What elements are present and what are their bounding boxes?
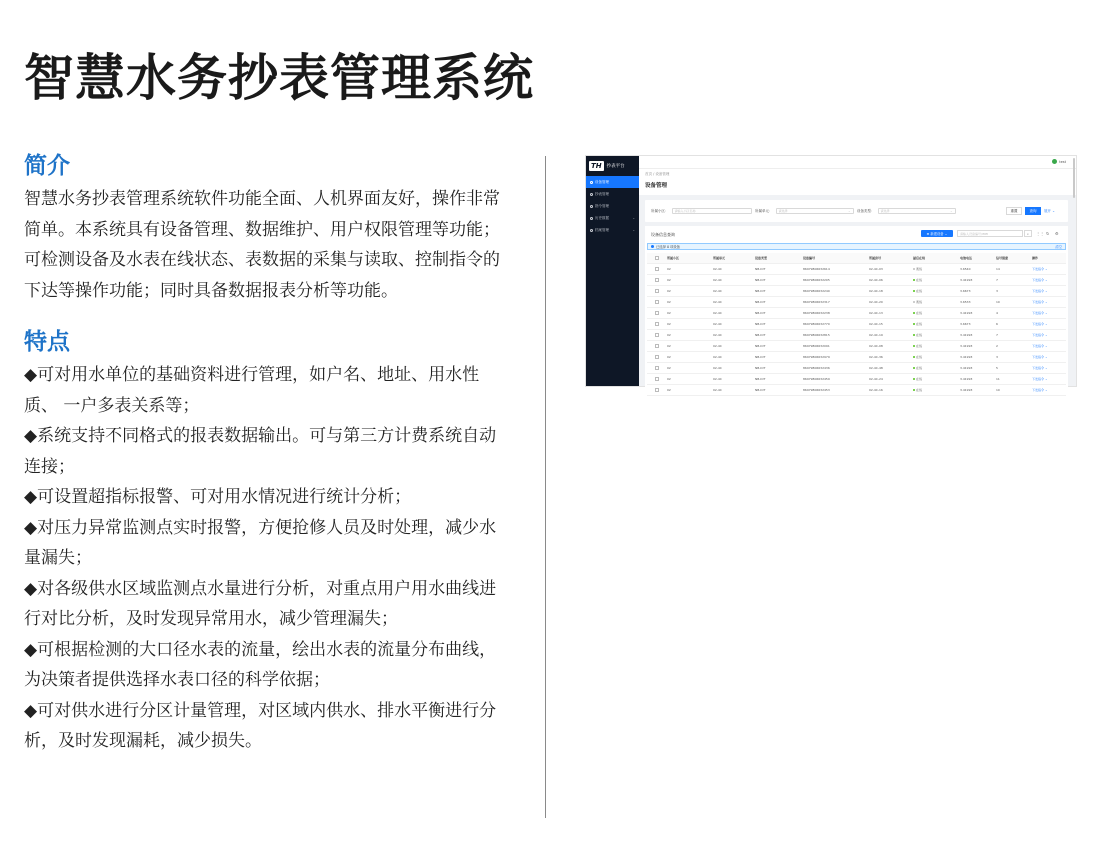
table-cell: NB-IOT <box>755 322 766 326</box>
table-cell: 3.41993 <box>960 278 973 282</box>
intro-heading: 简介 <box>24 153 70 179</box>
filter-community <box>651 208 752 214</box>
selection-text: 已选择 0 项设备 <box>656 245 680 249</box>
status-badge <box>913 300 922 304</box>
table-cell: 6 <box>996 322 998 326</box>
table-cell: 3.6533 <box>960 300 971 304</box>
table-cell: 86979806632614 <box>803 267 830 271</box>
logo-text: 抄表平台 <box>606 164 625 169</box>
feature-item: ◆可根据检测的大口径水表的流量，绘出水表的流量分布曲线，为决策者提供选择水表口径的科学依据； <box>24 639 497 690</box>
table-cell: 10 <box>996 388 1000 392</box>
row-checkbox[interactable] <box>655 289 659 293</box>
column-header[interactable]: 操作 <box>1032 256 1039 260</box>
expand-link[interactable]: 展开 ⌄ <box>1044 209 1056 213</box>
app-sidebar <box>586 156 639 386</box>
table-cell: 02 <box>667 333 671 337</box>
row-checkbox[interactable] <box>655 344 659 348</box>
status-badge <box>913 311 922 315</box>
table-cell: 02-4C <box>713 377 722 381</box>
table-cell: 3.6673 <box>960 289 971 293</box>
table-cell: 02-4C <box>713 289 722 293</box>
sidebar-item[interactable] <box>586 224 639 236</box>
send-command-link[interactable]: 下发指令 ⌄ <box>1032 289 1048 293</box>
table-cell: 5 <box>996 366 998 370</box>
table-cell: NB-IOT <box>755 355 766 359</box>
clear-selection-link[interactable]: 清空 <box>1055 245 1062 249</box>
column-header[interactable]: 所属小区 <box>667 256 680 260</box>
table-cell: 86979806632238 <box>803 311 830 315</box>
table-cell: 3.41993 <box>960 388 973 392</box>
menu-icon <box>590 217 593 220</box>
table-cell: 86979806632770 <box>803 322 830 326</box>
table-row[interactable] <box>647 275 1066 286</box>
table-toolbar <box>645 226 1068 242</box>
column-header[interactable]: 设备编号 <box>803 256 816 260</box>
sidebar-item[interactable] <box>586 200 639 212</box>
send-command-link[interactable]: 下发指令 ⌄ <box>1032 377 1048 381</box>
column-divider <box>545 156 546 818</box>
features-heading: 特点 <box>24 329 70 355</box>
row-checkbox[interactable] <box>655 355 659 359</box>
table-cell: 86979806632979 <box>803 355 830 359</box>
table-row[interactable] <box>647 352 1066 363</box>
status-badge <box>913 267 922 271</box>
row-checkbox[interactable] <box>655 300 659 304</box>
filter-device-type <box>857 208 956 214</box>
table-cell: 02 <box>667 278 671 282</box>
row-checkbox[interactable] <box>655 311 659 315</box>
filter-label: 所属单元： <box>755 208 773 213</box>
status-dot-icon <box>913 323 915 325</box>
table-row[interactable] <box>647 308 1066 319</box>
sidebar-item-label: 设备管理 <box>595 179 609 184</box>
table-cell: 02-4C <box>713 311 722 315</box>
row-checkbox[interactable] <box>655 366 659 370</box>
status-text: 在线 <box>916 388 923 392</box>
status-text: 在线 <box>916 289 923 293</box>
status-text: 在线 <box>916 344 923 348</box>
app-screenshot <box>585 155 1077 392</box>
feature-item: ◆系统支持不同格式的报表数据输出。可与第三方计费系统自动连接； <box>24 426 497 477</box>
chevron-down-icon: ⌄ <box>847 209 851 213</box>
table-cell: 86979806632205 <box>803 278 830 282</box>
table-cell: NB-IOT <box>755 366 766 370</box>
table-cell: 02-4C <box>713 355 722 359</box>
table-cell: 02-4C <box>713 278 722 282</box>
community-input[interactable]: 请输入小区名称 <box>672 208 752 214</box>
table-cell: NB-IOT <box>755 289 766 293</box>
intro-paragraph: 智慧水务抄表管理系统软件功能全面、人机界面友好，操作非常简单。本系统具有设备管理、数据维护、用户权限管理等功能；可检测设备及水表在线状态、表数据的采集与读取、控制指令的下达等操作功能；同时具备数据报表分析等功能。 <box>24 189 500 301</box>
column-header[interactable]: 设备类型 <box>755 256 768 260</box>
table-cell: NB-IOT <box>755 311 766 315</box>
table-cell: 3.6540 <box>960 267 971 271</box>
row-checkbox[interactable] <box>655 333 659 337</box>
status-dot-icon <box>913 389 915 391</box>
chevron-down-icon: ⌄ <box>632 216 635 220</box>
sidebar-item-label: 档案管理 <box>595 227 609 232</box>
filter-unit <box>755 208 854 214</box>
select-all-checkbox[interactable] <box>655 256 659 260</box>
table-row[interactable] <box>647 385 1066 396</box>
table-cell: 02 <box>667 267 671 271</box>
status-dot-icon <box>913 301 915 303</box>
table-cell: 3.6673 <box>960 322 971 326</box>
table-cell: 02 <box>667 366 671 370</box>
table-cell: 02-4C-13 <box>869 311 883 315</box>
logo-badge: TH <box>591 162 602 170</box>
reset-button[interactable]: 重置 <box>1006 207 1022 215</box>
status-text: 离线 <box>916 300 923 304</box>
feature-item: ◆可对供水进行分区计量管理，对区域内供水、排水平衡进行分析，及时发现漏耗，减少损失。 <box>24 700 497 751</box>
sidebar-item[interactable] <box>586 212 639 224</box>
send-command-link[interactable]: 下发指令 ⌄ <box>1032 300 1048 304</box>
table-row[interactable] <box>647 286 1066 297</box>
status-text: 在线 <box>916 355 923 359</box>
refresh-icon[interactable]: ↻ <box>1046 231 1050 236</box>
sidebar-item[interactable] <box>586 176 639 188</box>
send-command-link[interactable]: 下发指令 ⌄ <box>1032 267 1048 271</box>
column-header[interactable]: 所属房号 <box>869 256 882 260</box>
table-row[interactable] <box>647 319 1066 330</box>
table-cell: 02-4C <box>713 366 722 370</box>
table-cell: 86979806632240 <box>803 289 830 293</box>
menu-icon <box>590 229 593 232</box>
sidebar-item-label: 历史数据 <box>595 215 609 220</box>
sidebar-item-label: 抄表管理 <box>595 191 609 196</box>
scrollbar[interactable] <box>1073 158 1075 198</box>
add-device-button[interactable]: ⊕ 新建设备 ⌄ <box>921 230 953 237</box>
selection-alert <box>647 243 1066 250</box>
status-text: 在线 <box>916 377 923 381</box>
table-cell: 02-4C-18 <box>869 289 883 293</box>
user-menu[interactable] <box>1052 159 1066 164</box>
table-row[interactable] <box>647 297 1066 308</box>
table-row[interactable] <box>647 330 1066 341</box>
table-cell: 3.41993 <box>960 377 973 381</box>
table-card <box>645 226 1068 396</box>
table-cell: 86979806632453 <box>803 388 830 392</box>
table-cell: 7 <box>996 278 998 282</box>
device-table <box>647 253 1066 396</box>
table-cell: 86979806632436 <box>803 366 830 370</box>
status-dot-icon <box>913 356 915 358</box>
table-cell: 02-4C-48 <box>869 366 883 370</box>
table-cell: NB-IOT <box>755 333 766 337</box>
table-cell: NB-IOT <box>755 267 766 271</box>
app-page-title: 设备管理 <box>645 183 668 189</box>
table-cell: NB-IOT <box>755 300 766 304</box>
table-cell: 02-4C-36 <box>869 355 883 359</box>
menu-icon <box>590 193 593 196</box>
table-cell: NB-IOT <box>755 388 766 392</box>
table-cell: 02-4C-03 <box>869 267 883 271</box>
sidebar-item[interactable] <box>586 188 639 200</box>
status-badge <box>913 344 922 348</box>
table-cell: 11 <box>996 377 1000 381</box>
text-column <box>24 150 514 757</box>
table-row[interactable] <box>647 264 1066 275</box>
table-cell: 02 <box>667 355 671 359</box>
breadcrumb: 首页 / 设备管理 <box>645 172 670 176</box>
table-cell: 02 <box>667 377 671 381</box>
table-cell: 02 <box>667 388 671 392</box>
feature-item: ◆可对用水单位的基础资料进行管理，如户名、地址、用水性质、 一户多表关系等； <box>24 365 480 416</box>
status-dot-icon <box>913 378 915 380</box>
row-checkbox[interactable] <box>655 377 659 381</box>
table-cell: 02 <box>667 300 671 304</box>
send-command-link[interactable]: 下发指令 ⌄ <box>1032 322 1048 326</box>
chevron-down-icon: ⌄ <box>632 228 635 232</box>
row-checkbox[interactable] <box>655 267 659 271</box>
table-cell: NB-IOT <box>755 278 766 282</box>
avatar <box>1052 159 1057 164</box>
sidebar-menu <box>586 176 639 236</box>
status-badge <box>913 388 922 392</box>
table-cell: 02-4C-15 <box>869 322 883 326</box>
status-badge <box>913 322 922 326</box>
device-type-select[interactable]: 请选择 ⌄ <box>878 208 956 214</box>
search-button[interactable]: 查询 <box>1025 207 1041 215</box>
row-checkbox[interactable] <box>655 322 659 326</box>
row-checkbox[interactable] <box>655 388 659 392</box>
table-cell: 4 <box>996 311 998 315</box>
table-cell: 3.41993 <box>960 366 973 370</box>
table-cell: 02-4C-19 <box>869 333 883 337</box>
user-name: test <box>1059 159 1066 164</box>
page-title: 智慧水务抄表管理系统 <box>24 49 534 107</box>
table-cell: 02-4C-06 <box>869 278 883 282</box>
menu-icon <box>590 181 593 184</box>
status-text: 在线 <box>916 366 923 370</box>
table-cell: 02-4C <box>713 333 722 337</box>
table-cell: 7 <box>996 333 998 337</box>
table-cell: 3 <box>996 355 998 359</box>
table-cell: 02 <box>667 289 671 293</box>
table-cell: 86979806632317 <box>803 300 830 304</box>
status-badge <box>913 289 922 293</box>
status-dot-icon <box>913 279 915 281</box>
page-header <box>639 168 1076 195</box>
table-cell: 3 <box>996 289 998 293</box>
table-cell: NB-IOT <box>755 377 766 381</box>
column-header[interactable]: 信号强度 <box>996 256 1009 260</box>
density-icon[interactable]: ⋮⋮ <box>1036 231 1044 236</box>
table-cell: 02-4C <box>713 267 722 271</box>
status-text: 离线 <box>916 267 923 271</box>
status-text: 在线 <box>916 333 923 337</box>
status-badge <box>913 377 922 381</box>
table-cell: 3.41993 <box>960 355 973 359</box>
status-dot-icon <box>913 334 915 336</box>
table-cell: 2 <box>996 344 998 348</box>
filter-label: 所属小区： <box>651 208 669 213</box>
unit-select[interactable]: 请选择 ⌄ <box>776 208 854 214</box>
table-cell: 02 <box>667 322 671 326</box>
column-header[interactable]: 所属单元 <box>713 256 726 260</box>
table-cell: 86979806632459 <box>803 377 830 381</box>
table-cell: 86979806632091 <box>803 344 830 348</box>
feature-list <box>24 360 510 757</box>
table-cell: 02-4C <box>713 344 722 348</box>
chevron-down-icon: ⌄ <box>949 209 953 213</box>
feature-item: ◆可设置超指标报警、可对用水情况进行统计分析； <box>24 487 412 507</box>
status-dot-icon <box>913 290 915 292</box>
table-cell: 14 <box>996 267 1000 271</box>
feature-item: ◆对压力异常监测点实时报警，方便抢修人员及时处理，减少水量漏失； <box>24 517 497 568</box>
table-row[interactable] <box>647 374 1066 385</box>
send-command-link[interactable]: 下发指令 ⌄ <box>1032 388 1048 392</box>
status-text: 在线 <box>916 278 923 282</box>
search-icon[interactable]: ⌕ <box>1024 230 1032 237</box>
column-header[interactable]: 电池电压 <box>960 256 973 260</box>
feature-item: ◆对各级供水区域监测点水量进行分析，对重点用户用水曲线进行对比分析，及时发现异常用水，减少管理漏失； <box>24 578 497 629</box>
table-cell: 3.41993 <box>960 311 973 315</box>
table-cell: 3.41993 <box>960 333 973 337</box>
send-command-link[interactable]: 下发指令 ⌄ <box>1032 355 1048 359</box>
table-title: 设备信息查询 <box>651 232 675 237</box>
status-badge <box>913 366 922 370</box>
menu-icon <box>590 205 593 208</box>
status-dot-icon <box>913 312 915 314</box>
table-search-input[interactable]: 请输入设备编号/IMEI <box>957 230 1023 237</box>
table-cell: 02-4C <box>713 322 722 326</box>
status-badge <box>913 278 922 282</box>
filter-card <box>645 200 1068 222</box>
status-dot-icon <box>913 367 915 369</box>
send-command-link[interactable]: 下发指令 ⌄ <box>1032 311 1048 315</box>
table-cell: 86979806632815 <box>803 333 830 337</box>
table-cell: 02-4C <box>713 300 722 304</box>
info-icon <box>651 245 654 248</box>
app-header <box>639 156 1076 168</box>
table-row[interactable] <box>647 363 1066 374</box>
sidebar-item-label: 指令管理 <box>595 203 609 208</box>
column-header[interactable]: 最后在线 <box>913 256 926 260</box>
status-dot-icon <box>913 345 915 347</box>
status-text: 在线 <box>916 311 923 315</box>
table-cell: 02-4C-24 <box>869 377 883 381</box>
table-cell: 02 <box>667 311 671 315</box>
send-command-link[interactable]: 下发指令 ⌄ <box>1032 278 1048 282</box>
table-cell: 02-4C-08 <box>869 344 883 348</box>
table-cell: 02 <box>667 344 671 348</box>
send-command-link[interactable]: 下发指令 ⌄ <box>1032 366 1048 370</box>
gear-icon[interactable]: ⚙ <box>1055 231 1059 236</box>
filter-label: 设备类型： <box>857 208 875 213</box>
table-cell: 02-4C <box>713 388 722 392</box>
table-header-row <box>647 253 1066 264</box>
table-cell: 3.41993 <box>960 344 973 348</box>
send-command-link[interactable]: 下发指令 ⌄ <box>1032 333 1048 337</box>
table-cell: NB-IOT <box>755 344 766 348</box>
table-cell: 02-4C-20 <box>869 300 883 304</box>
table-cell: 10 <box>996 300 1000 304</box>
status-text: 在线 <box>916 322 923 326</box>
table-row[interactable] <box>647 341 1066 352</box>
app-logo <box>586 156 639 176</box>
status-dot-icon <box>913 268 915 270</box>
send-command-link[interactable]: 下发指令 ⌄ <box>1032 344 1048 348</box>
status-badge <box>913 355 922 359</box>
table-cell: 02-4C-16 <box>869 388 883 392</box>
row-checkbox[interactable] <box>655 278 659 282</box>
status-badge <box>913 333 922 337</box>
